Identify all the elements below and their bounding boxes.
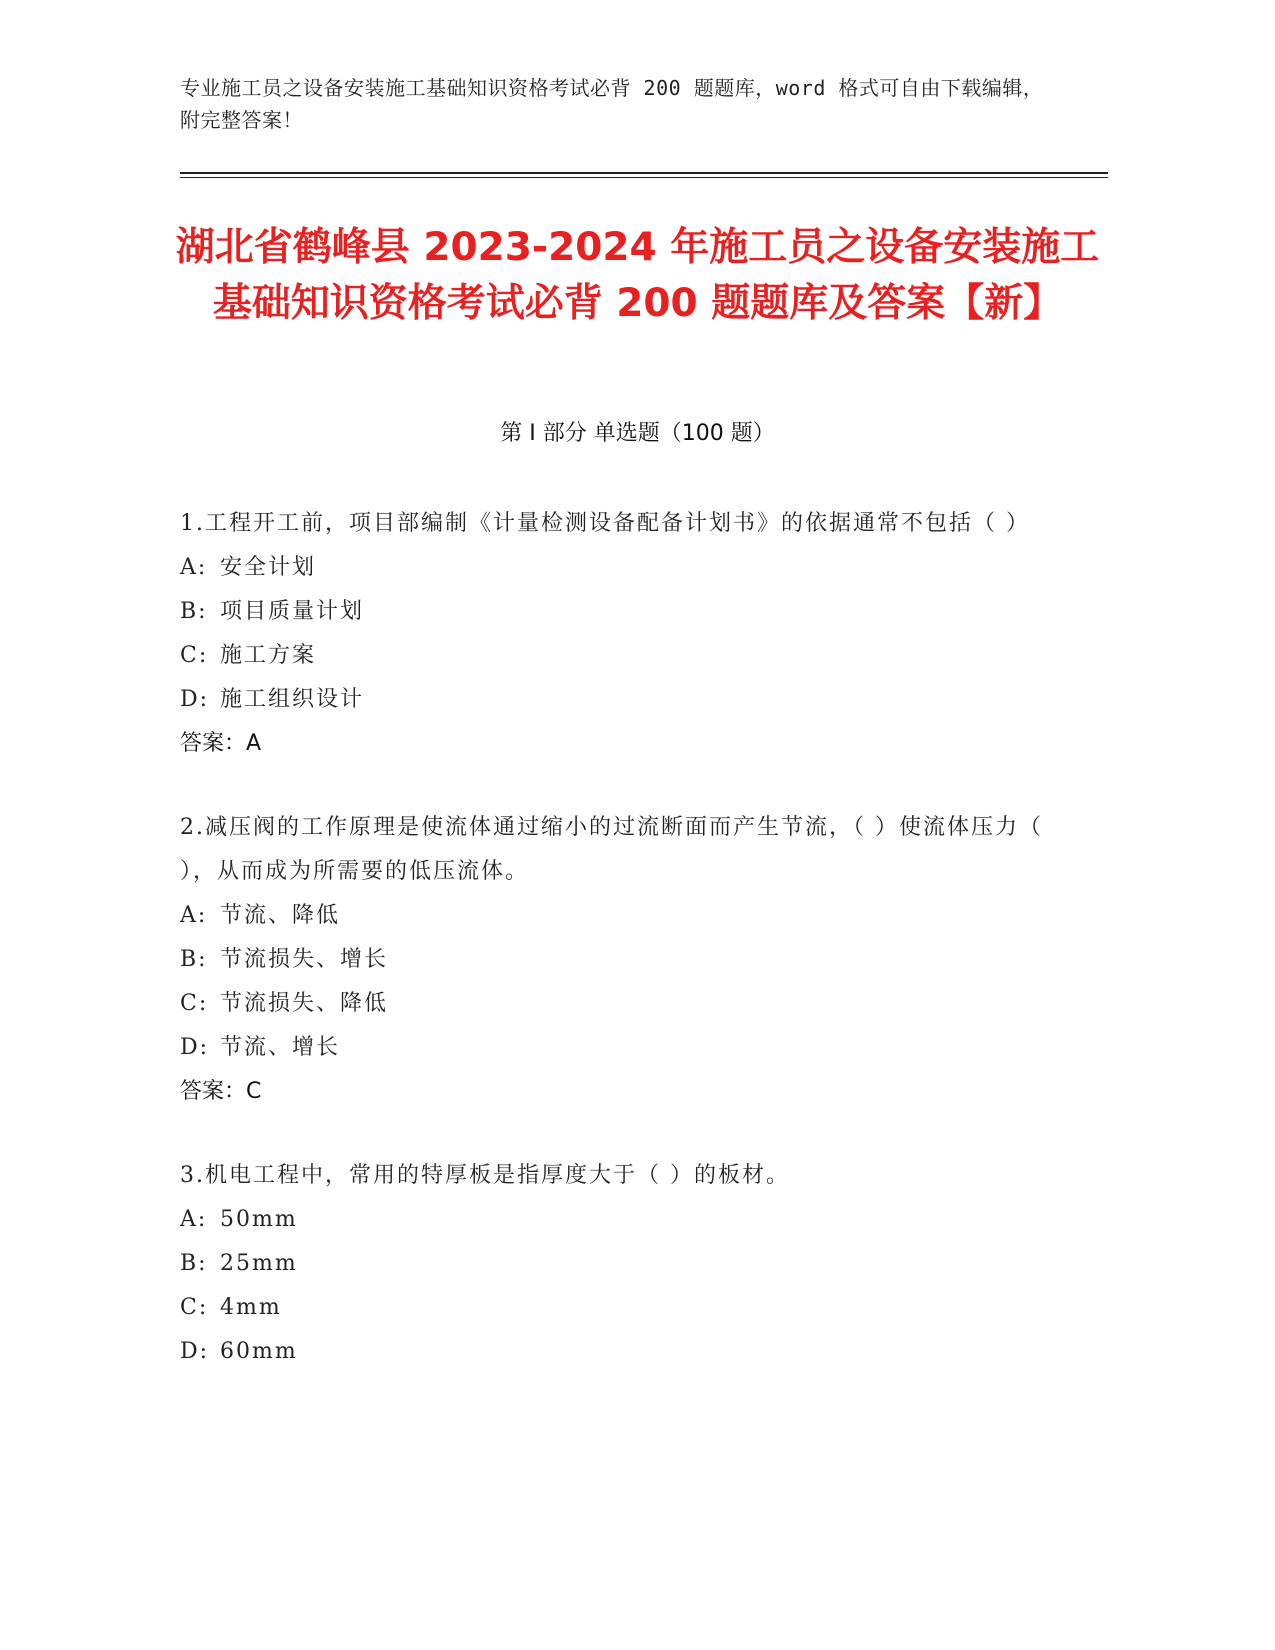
- option-b: [180, 938, 1060, 982]
- option-letter: D:: [180, 1035, 210, 1060]
- header-rule-thin: [180, 177, 1108, 178]
- answer-line: [180, 722, 1060, 766]
- question-3: [180, 1154, 1060, 1374]
- option-letter: A:: [180, 555, 208, 580]
- option-letter: C:: [180, 1295, 209, 1320]
- option-d: [180, 1330, 1060, 1374]
- header-rule-thick: [180, 172, 1108, 174]
- answer-value: C: [246, 1079, 262, 1104]
- option-letter: A:: [180, 903, 208, 928]
- option-text: 25mm: [220, 1251, 298, 1276]
- option-a: [180, 894, 1060, 938]
- question-1: [180, 502, 1060, 766]
- question-2: [180, 806, 1060, 1114]
- option-a: [180, 546, 1060, 590]
- option-text: 节流损失、降低: [220, 991, 389, 1016]
- option-text: 60mm: [220, 1339, 298, 1364]
- option-letter: A:: [180, 1207, 208, 1232]
- option-c: [180, 634, 1060, 678]
- option-text: 50mm: [220, 1207, 298, 1232]
- option-letter: B:: [180, 599, 208, 624]
- option-letter: D:: [180, 687, 210, 712]
- option-b: [180, 1242, 1060, 1286]
- option-text: 施工方案: [220, 643, 317, 668]
- answer-value: A: [246, 731, 262, 756]
- option-text: 节流损失、增长: [220, 947, 389, 972]
- option-text: 项目质量计划: [220, 599, 365, 624]
- option-c: [180, 982, 1060, 1026]
- option-text: 施工组织设计: [220, 687, 365, 712]
- option-a: [180, 1198, 1060, 1242]
- option-text: 节流、增长: [220, 1035, 341, 1060]
- answer-line: [180, 1070, 1060, 1114]
- question-stem: 3.机电工程中，常用的特厚板是指厚度大于（ ）的板材。: [180, 1163, 790, 1188]
- header-note: 专业施工员之设备安装施工基础知识资格考试必背 200 题题库，word 格式可自由下载编辑，附完整答案！: [180, 76, 1044, 132]
- option-letter: B:: [180, 947, 208, 972]
- option-text: 安全计划: [220, 555, 317, 580]
- option-letter: B:: [180, 1251, 208, 1276]
- question-list: [180, 502, 1060, 1414]
- option-d: [180, 1026, 1060, 1070]
- document-title: 湖北省鹤峰县 2023-2024 年施工员之设备安装施工基础知识资格考试必背 200 题题库及答案【新】: [175, 225, 1100, 326]
- option-letter: C:: [180, 643, 209, 668]
- option-d: [180, 678, 1060, 722]
- section-heading: 第 I 部分 单选题（100 题）: [500, 421, 775, 446]
- option-text: 4mm: [220, 1295, 282, 1320]
- answer-label: 答案：: [180, 731, 247, 756]
- question-stem: 1.工程开工前，项目部编制《计量检测设备配备计划书》的依据通常不包括（ ）: [180, 511, 1030, 536]
- answer-label: 答案：: [180, 1079, 247, 1104]
- option-text: 节流、降低: [220, 903, 341, 928]
- question-stem: 2.减压阀的工作原理是使流体通过缩小的过流断面而产生节流，（ ）使流体压力（ ），从而成为所需要的低压流体。: [180, 815, 1043, 884]
- option-letter: C:: [180, 991, 209, 1016]
- option-letter: D:: [180, 1339, 210, 1364]
- option-c: [180, 1286, 1060, 1330]
- option-b: [180, 590, 1060, 634]
